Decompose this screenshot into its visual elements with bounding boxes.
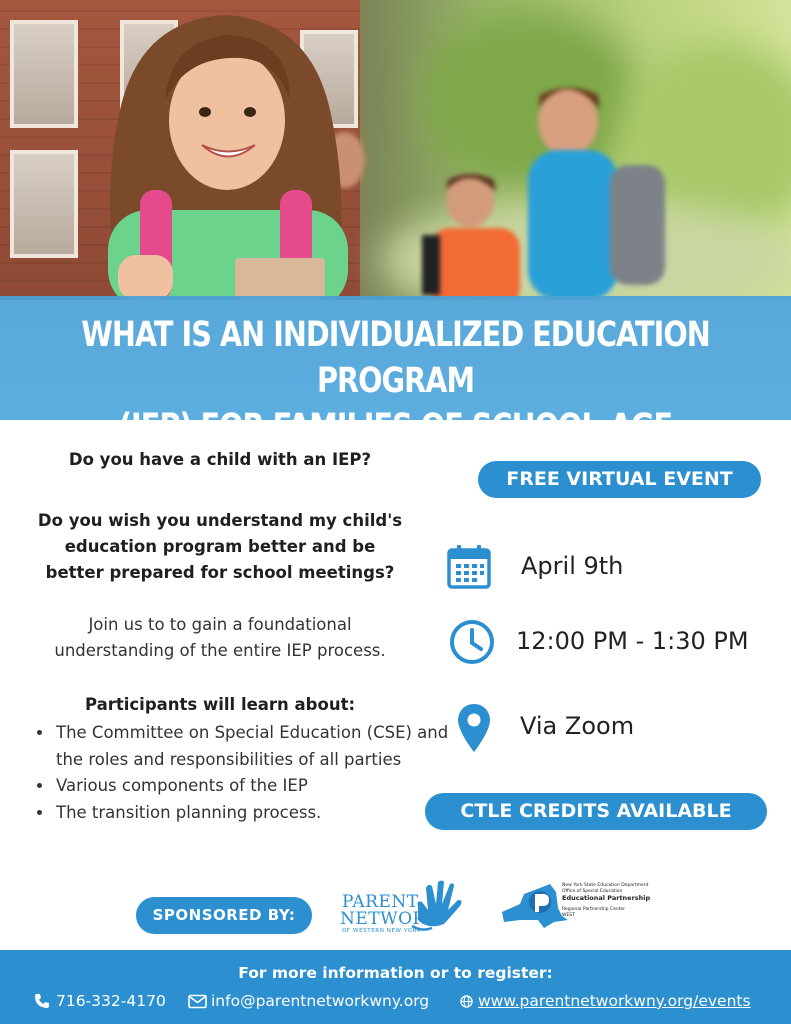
website-link[interactable]: www.parentnetworkwny.org/events (478, 992, 751, 1010)
footer-title: For more information or to register: (238, 964, 553, 982)
phone-number[interactable]: 716-332-4170 (56, 992, 166, 1010)
parent-network-name-2: NETWORK (340, 909, 440, 929)
learn-heading: Participants will learn about: (84, 695, 356, 714)
ctle-credits-badge: CTLE CREDITS AVAILABLE (425, 793, 767, 830)
footer-phone[interactable] (34, 990, 166, 1012)
map-pin-icon (456, 702, 492, 754)
event-location: Via Zoom (520, 712, 635, 740)
hero-photo (0, 0, 791, 300)
smiling-girl (60, 0, 390, 300)
parent-network-subtitle: OF WESTERN NEW YORK (342, 928, 422, 934)
phone-icon (34, 993, 50, 1009)
educational-partnership-logo (500, 880, 650, 930)
globe-icon (460, 995, 473, 1008)
join-line: understanding of the entire IEP process. (54, 641, 386, 660)
ep-center: Regional Partnership Center (562, 907, 626, 912)
ep-office: Office of Special Education (562, 889, 623, 894)
envelope-icon (188, 994, 207, 1009)
email-address[interactable]: info@parentnetworkwny.org (211, 992, 430, 1010)
footer-email[interactable] (188, 990, 429, 1012)
clock-icon (448, 618, 496, 666)
question-iep: Do you have a child with an IEP? (68, 450, 372, 469)
footer-website[interactable] (460, 990, 751, 1012)
event-date: April 9th (521, 552, 624, 580)
event-time: 12:00 PM - 1:30 PM (516, 627, 749, 655)
question-line: Do you wish you understand my child's (37, 511, 403, 530)
calendar-icon (446, 544, 492, 590)
question-line: education program better and be (64, 537, 376, 556)
parent-network-logo (330, 880, 470, 938)
list-item: • Various components of the IEP (54, 773, 449, 800)
title-line-1: WHAT IS AN INDIVIDUALIZED EDUCATION PROGRAM (81, 315, 710, 401)
footer-bar (0, 950, 791, 1024)
question-line: better prepared for school meetings? (45, 563, 395, 582)
list-item: • The transition planning process. (54, 800, 449, 827)
new-york-state-map-icon (500, 882, 570, 930)
ep-title: Educational Partnership (562, 894, 651, 902)
join-invitation (20, 612, 420, 664)
learn-list (32, 720, 449, 826)
list-item: • The Committee on Special Education (CSE) and the roles and responsibilities of all parties (54, 720, 449, 773)
title-line-2: (IEP) FOR FAMILIES OF SCHOOL-AGE STUDENTS (118, 407, 673, 493)
ep-department: New York State Education Department (562, 883, 649, 888)
free-virtual-event-badge: FREE VIRTUAL EVENT (478, 461, 761, 498)
ep-region: WEST (562, 913, 575, 918)
question-understand (20, 508, 420, 586)
join-line: Join us to to gain a foundational (88, 615, 352, 634)
parent-network-name-1: PARENT (342, 892, 419, 912)
sponsored-by-label: SPONSORED BY: (136, 897, 312, 934)
